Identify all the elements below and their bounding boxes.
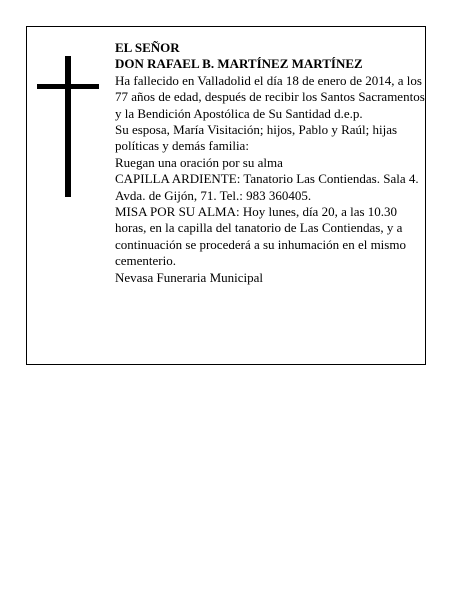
cross-horizontal-bar xyxy=(37,84,99,89)
funeral-home: Nevasa Funeraria Municipal xyxy=(115,269,264,285)
deceased-name: DON RAFAEL B. MARTÍNEZ MARTÍNEZ xyxy=(115,56,363,72)
death-announcement: Ha fallecido en Valladolid el día 18 de enero de 2014, a los 77 años de edad, después de recibir los Santos Sacramentos y la Bendición Apostólica de Su Santidad d.e.p. xyxy=(115,72,425,121)
family-members: Su esposa, María Visitación; hijos, Pablo y Raúl; hijas políticas y demás familia: xyxy=(115,122,398,154)
mass-details: MISA POR SU ALMA: Hoy lunes, día 20, a las 10.30 horas, en la capilla del tanatorio de Las Contiendas, y a continuación se procederá a su inhumación en el mismo cementerio. xyxy=(115,204,406,269)
chapel-details: CAPILLA ARDIENTE: Tanatorio Las Contiendas. Sala 4. Avda. de Gijón, 71. Tel.: 983 360405. xyxy=(115,171,419,203)
obituary-text xyxy=(115,40,427,286)
cross-vertical-bar xyxy=(65,56,71,197)
obituary-notice xyxy=(26,26,426,365)
prayer-request: Ruegan una oración por su alma xyxy=(115,154,283,170)
notice-title: EL SEÑOR xyxy=(115,40,180,55)
